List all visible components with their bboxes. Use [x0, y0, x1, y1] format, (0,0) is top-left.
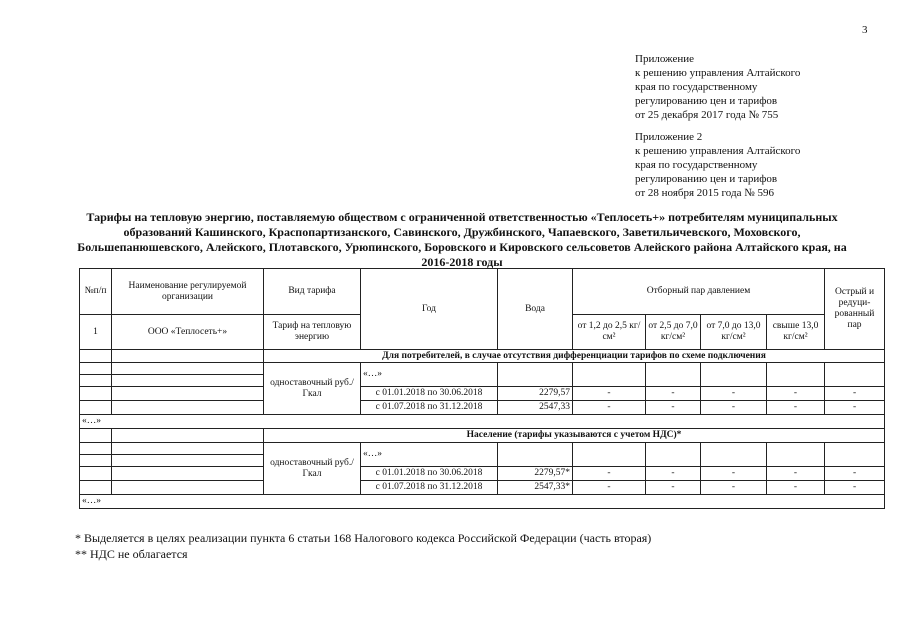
row-num: 1: [80, 315, 112, 350]
table-row: [80, 467, 885, 481]
value-cell: -: [701, 481, 767, 495]
value-cell: -: [701, 467, 767, 481]
table-row: [80, 415, 885, 429]
page-number: 3: [862, 24, 868, 36]
table-row: [80, 481, 885, 495]
appendix-line: к решению управления Алтайского: [635, 67, 801, 79]
table-row: [80, 495, 885, 509]
appendix-line: края по государственному: [635, 159, 758, 171]
value-cell: -: [767, 387, 825, 401]
appendix-line: регулированию цен и тарифов: [635, 173, 778, 185]
row-tariff: Тариф на тепловую энергию: [264, 315, 361, 350]
appendix-line: Приложение: [635, 53, 695, 65]
section2-ellipsis: «…»: [361, 443, 498, 467]
ellipsis-row: «…»: [80, 495, 885, 509]
header-org: Наименование регулируемой организации: [112, 269, 264, 315]
header-steam-col: от 1,2 до 2,5 кг/см²: [573, 315, 646, 350]
header-num: №п/п: [80, 269, 112, 315]
value-cell: -: [767, 401, 825, 415]
section2-tariff-type: одноставочный руб./Гкал: [264, 443, 361, 495]
water-value: 2279,57: [498, 387, 573, 401]
header-steam-col: свыше 13,0 кг/см²: [767, 315, 825, 350]
section1-ellipsis: «…»: [361, 363, 498, 387]
appendix-line: регулированию цен и тарифов: [635, 95, 778, 107]
water-value: 2547,33*: [498, 481, 573, 495]
header-steam: Отборный пар давлением: [573, 269, 825, 315]
header-year: Год: [361, 269, 498, 350]
value-cell: -: [701, 401, 767, 415]
value-cell: -: [573, 401, 646, 415]
header-steam-col: от 7,0 до 13,0 кг/см²: [701, 315, 767, 350]
section-heading-consumers: Для потребителей, в случае отсутствия дифференциации тарифов по схеме подключения: [264, 350, 885, 363]
appendix-line: от 25 декабря 2017 года № 755: [635, 109, 779, 121]
footnote-no-vat: ** НДС не облагается: [75, 547, 188, 561]
value-cell: -: [767, 481, 825, 495]
table-header-row: [80, 269, 885, 315]
table-row: [80, 350, 885, 363]
period-cell: с 01.01.2018 по 30.06.2018: [361, 387, 498, 401]
header-sharp-steam: Острый и редуци-рованный пар: [825, 269, 885, 350]
appendix-line: Приложение 2: [635, 131, 703, 143]
ellipsis-row: «…»: [80, 415, 885, 429]
water-value: 2547,33: [498, 401, 573, 415]
value-cell: -: [573, 481, 646, 495]
table-row: [80, 363, 885, 375]
appendix-line: от 28 ноября 2015 года № 596: [635, 187, 774, 199]
value-cell: -: [573, 387, 646, 401]
period-cell: с 01.07.2018 по 31.12.2018: [361, 401, 498, 415]
table-row: [80, 429, 885, 443]
document-title: Тарифы на тепловую энергию, поставляемую обществом с ограниченной ответственностью «Теплосеть+» потребителям муниципальных образований Кашинского, Краспопартизанского, Савинского, Дружбинского, Чапаевского, Заветильичевского, Моховского, Большепанюшевского, Алейского, Плотавского, Урюпинского, Боровского и Кировского сельсоветов Алейского района Алтайского края, на 2016-2018 годы: [77, 210, 847, 269]
table-row: [80, 401, 885, 415]
appendix-line: края по государственному: [635, 81, 758, 93]
value-cell: -: [573, 467, 646, 481]
water-value: 2279,57*: [498, 467, 573, 481]
section-heading-population: Население (тарифы указываются с учетом НДС)*: [264, 429, 885, 443]
tariff-table: [79, 268, 885, 509]
section1-tariff-type: одноставочный руб./Гкал: [264, 363, 361, 415]
appendix-block-current: [635, 52, 800, 122]
table-row: [80, 387, 885, 401]
appendix-line: к решению управления Алтайского: [635, 145, 801, 157]
value-cell: -: [825, 387, 885, 401]
table-row: [80, 443, 885, 455]
value-cell: -: [767, 467, 825, 481]
header-tariff-type: Вид тарифа: [264, 269, 361, 315]
period-cell: с 01.07.2018 по 31.12.2018: [361, 481, 498, 495]
value-cell: -: [646, 387, 701, 401]
value-cell: -: [646, 481, 701, 495]
value-cell: -: [825, 401, 885, 415]
appendix-block-original: [635, 130, 800, 200]
period-cell: с 01.01.2018 по 30.06.2018: [361, 467, 498, 481]
header-water: Вода: [498, 269, 573, 350]
value-cell: -: [701, 387, 767, 401]
header-steam-col: от 2,5 до 7,0 кг/см²: [646, 315, 701, 350]
value-cell: -: [825, 467, 885, 481]
footnotes: [75, 530, 651, 562]
value-cell: -: [646, 401, 701, 415]
row-org: ООО «Теплосеть+»: [112, 315, 264, 350]
footnote-vat-allocation: * Выделяется в целях реализации пункта 6 статьи 168 Налогового кодекса Российской Федерации (часть вторая): [75, 531, 652, 545]
value-cell: -: [646, 467, 701, 481]
value-cell: -: [825, 481, 885, 495]
